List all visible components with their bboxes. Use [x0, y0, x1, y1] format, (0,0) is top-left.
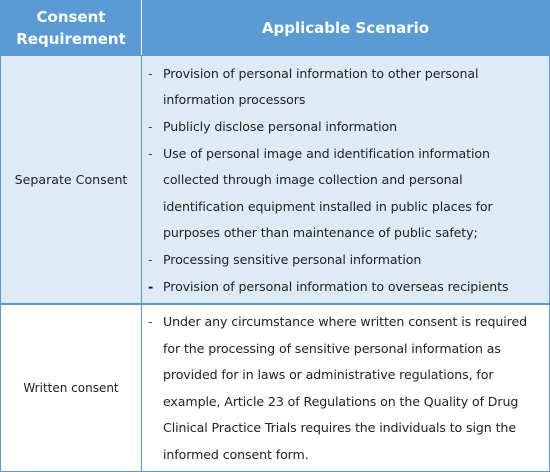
bullet-dash: - — [148, 145, 153, 161]
scenario-text: Under any circumstance where written consent is required for the processing of sensitive personal information as provided for in laws or administrative regulations, for example, Article 23 of Regulations on the Quality of Drug Clinical Practice Trials requires the individuals to sign the informed consent form. — [163, 314, 527, 462]
header-consent-requirement: Consent Requirement — [1, 1, 142, 56]
requirement-cell: Separate Consent — [1, 56, 142, 305]
bullet-dash: - — [148, 119, 153, 135]
scenario-item — [146, 274, 543, 301]
bullet-dash: - — [148, 314, 153, 329]
scenario-text: Processing sensitive personal information — [163, 251, 422, 267]
scenario-cell — [142, 304, 550, 471]
bullet-dash: - — [148, 65, 153, 81]
scenario-text: Publicly disclose personal information — [163, 119, 397, 135]
scenario-item — [146, 247, 543, 274]
scenario-list — [146, 309, 543, 469]
table-row — [1, 304, 550, 471]
bullet-dash: - — [148, 278, 154, 294]
scenario-text: Provision of personal information to overseas recipients — [163, 278, 509, 294]
header-applicable-scenario: Applicable Scenario — [142, 1, 550, 56]
scenario-item — [146, 61, 543, 114]
header-row — [1, 1, 550, 56]
bullet-dash: - — [148, 251, 153, 267]
scenario-text: Provision of personal information to other personal information processors — [163, 65, 479, 108]
requirement-cell: Written consent — [1, 304, 142, 471]
scenario-item — [146, 309, 543, 469]
scenario-list — [146, 61, 543, 300]
scenario-cell — [142, 56, 550, 305]
scenario-text: Use of personal image and identification information collected through image collection and personal identification equipment installed in public places for purposes other than maintenance of public safety; — [163, 145, 493, 241]
scenario-item — [146, 114, 543, 141]
table-row — [1, 56, 550, 305]
scenario-item — [146, 141, 543, 247]
